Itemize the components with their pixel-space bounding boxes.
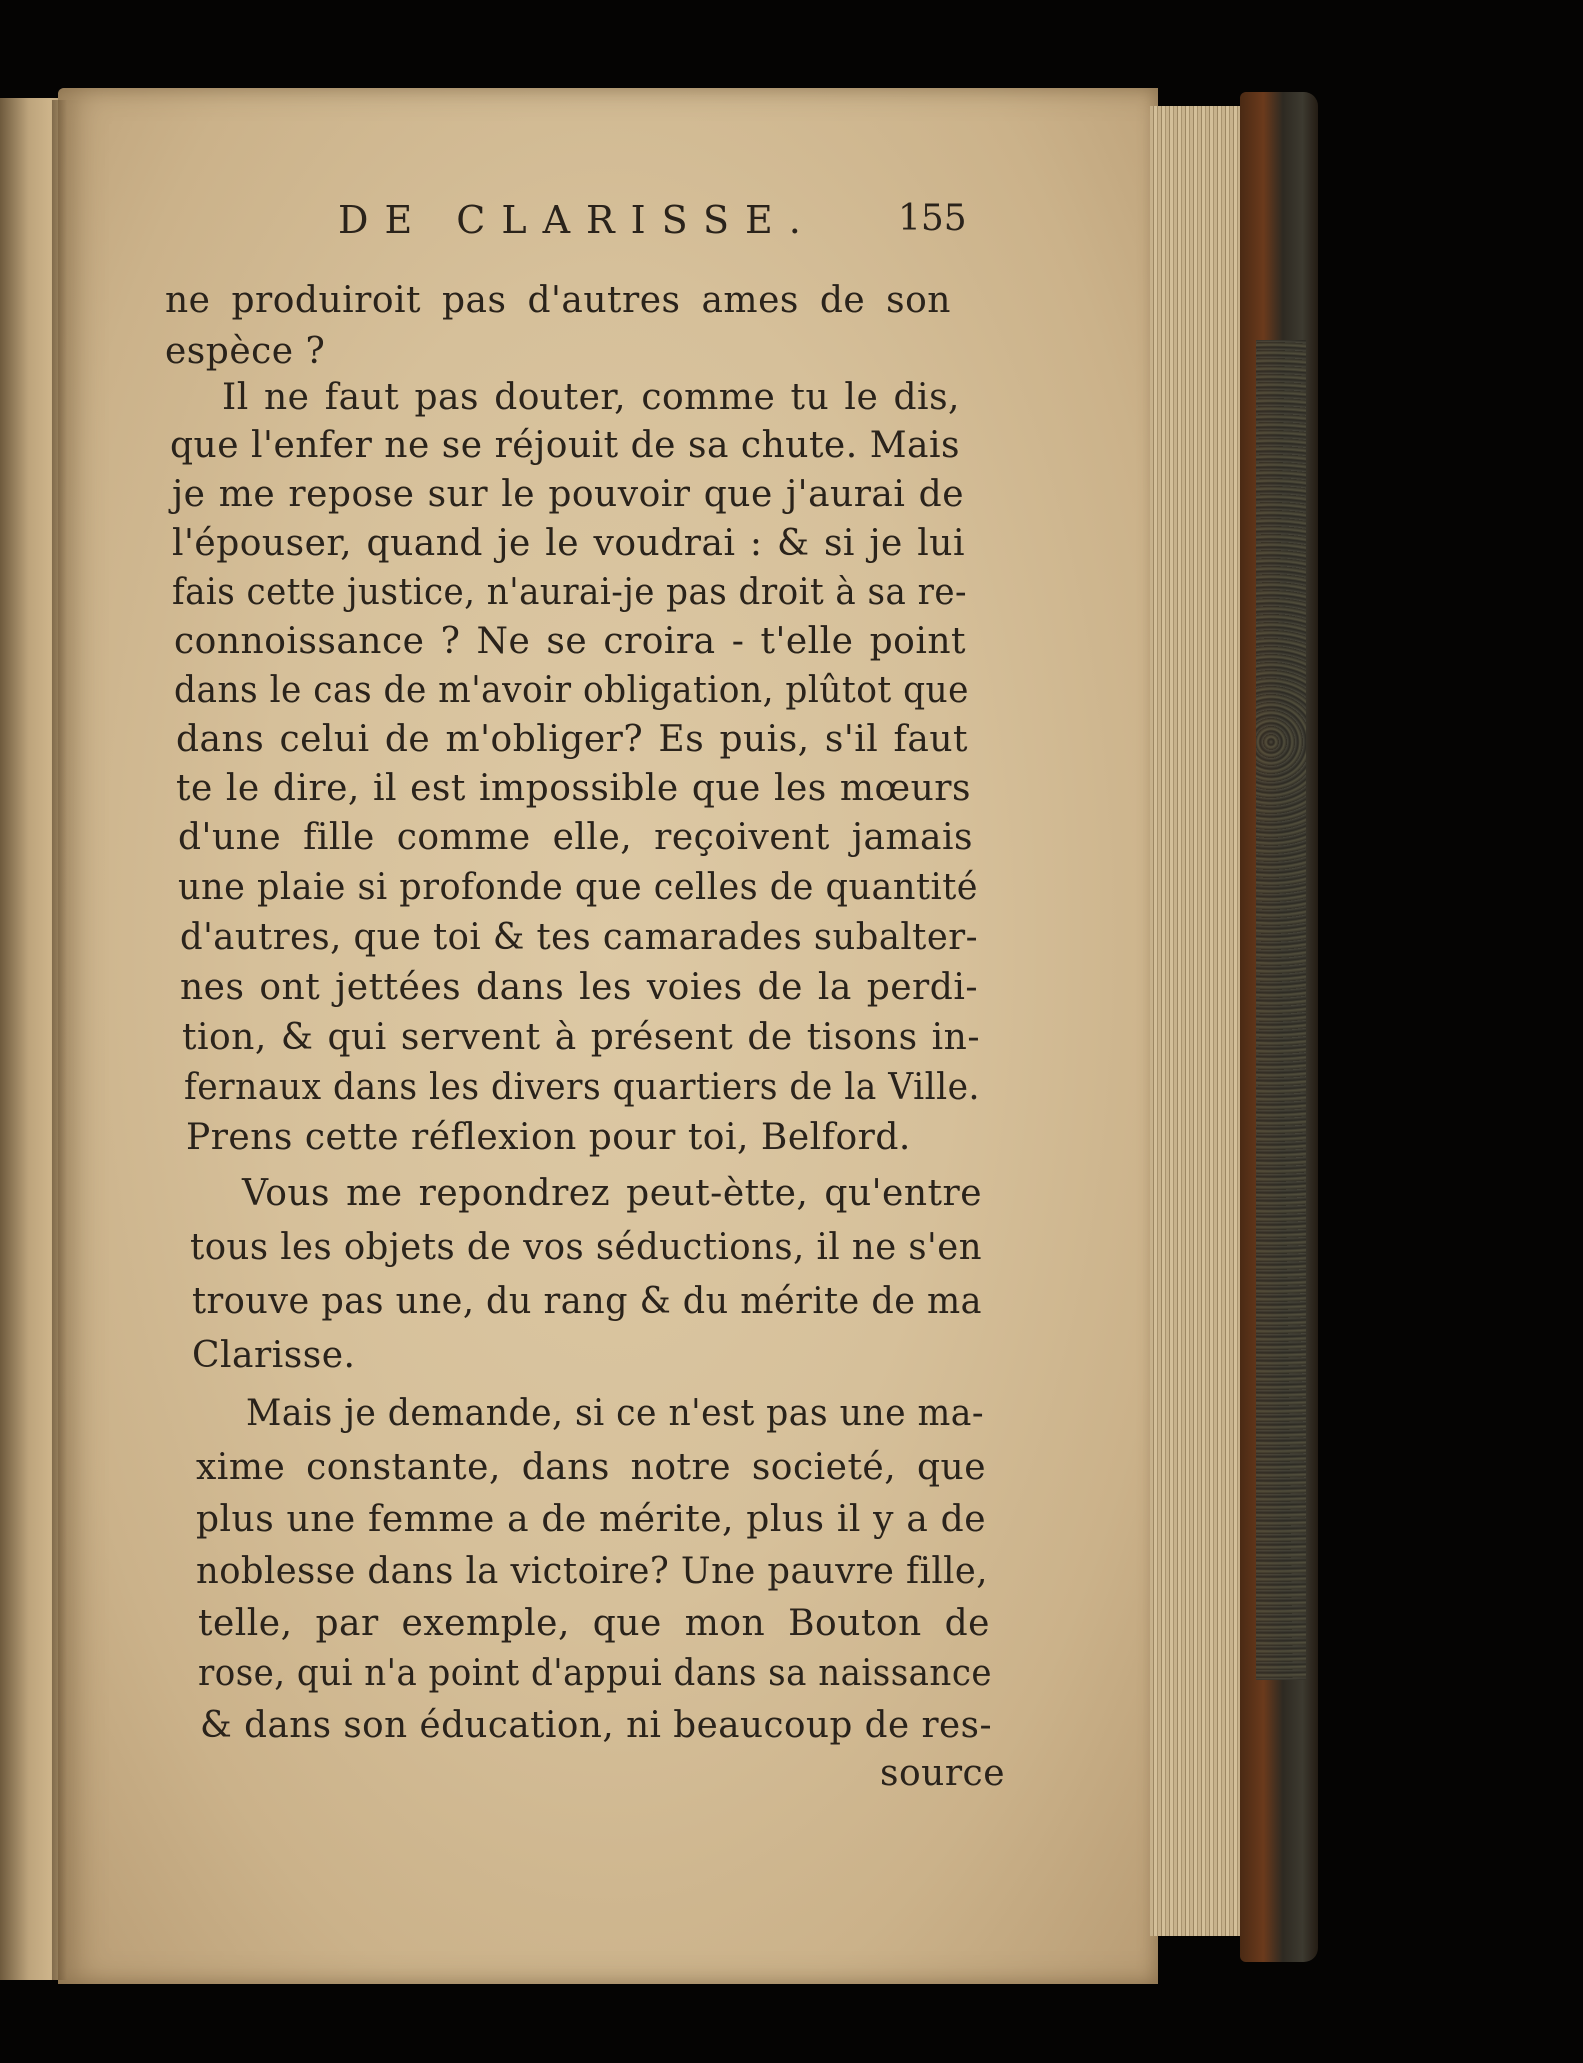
text-line: connoissance ? Ne se croira - t'elle point	[174, 621, 966, 662]
text-line: rose, qui n'a point d'appui dans sa naissance	[198, 1653, 992, 1694]
text-line: nes ont jettées dans les voies de la perdi-	[180, 967, 978, 1008]
page-number: 155	[898, 198, 967, 239]
text-line: Vous me repondrez peut-ètte, qu'entre	[242, 1173, 982, 1214]
text-line: telle, par exemple, que mon Bouton de	[198, 1603, 990, 1644]
text-line: d'autres, que toi & tes camarades subalter-	[180, 917, 978, 958]
text-line: fernaux dans les divers quartiers de la Ville.	[184, 1067, 980, 1108]
text-line: trouve pas une, du rang & du mérite de ma	[192, 1281, 982, 1322]
text-line: ne produiroit pas d'autres ames de son	[165, 280, 951, 321]
text-line: Clarisse.	[192, 1335, 356, 1376]
text-line: Prens cette réflexion pour toi, Belford.	[186, 1117, 911, 1158]
text-line: te le dire, il est impossible que les mœurs	[176, 768, 971, 809]
text-line: l'épouser, quand je le voudrai : & si je lui	[172, 523, 965, 564]
text-line: je me repose sur le pouvoir que j'aurai de	[172, 474, 964, 515]
text-line: noblesse dans la victoire? Une pauvre fille,	[196, 1551, 988, 1592]
text-line: tous les objets de vos séductions, il ne s'en	[190, 1227, 982, 1268]
text-line: dans celui de m'obliger? Es puis, s'il faut	[176, 719, 968, 760]
text-line: espèce ?	[165, 331, 326, 372]
text-line: plus une femme a de mérite, plus il y a de	[196, 1499, 986, 1540]
text-line: que l'enfer ne se réjouit de sa chute. Mais	[170, 425, 960, 466]
text-line: Il ne faut pas douter, comme tu le dis,	[222, 377, 960, 418]
text-line: xime constante, dans notre societé, que	[196, 1447, 986, 1488]
text-line: & dans son éducation, ni beaucoup de res-	[200, 1705, 992, 1746]
catchword: source	[880, 1753, 1006, 1794]
text-line: fais cette justice, n'aurai-je pas droit à sa re-	[172, 572, 967, 613]
text-line: une plaie si profonde que celles de quantité	[178, 867, 978, 908]
text-line: dans le cas de m'avoir obligation, plûtot que	[174, 670, 969, 711]
running-title: DE CLARISSE.	[338, 198, 817, 242]
text-line: tion, & qui servent à présent de tisons in-	[182, 1017, 980, 1058]
text-line: d'une fille comme elle, reçoivent jamais	[178, 817, 973, 858]
text-line: Mais je demande, si ce n'est pas une ma-	[246, 1393, 984, 1434]
